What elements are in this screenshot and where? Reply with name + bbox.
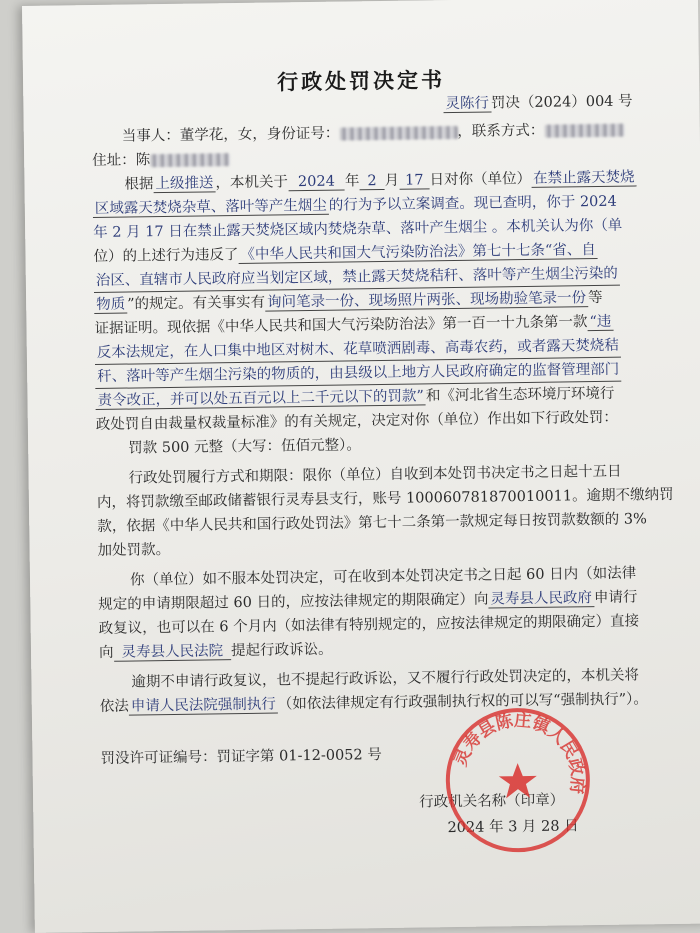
redacted-address bbox=[150, 153, 230, 167]
signing-agency: 行政机关名称（印章） bbox=[419, 792, 565, 811]
doc-number: 灵陈行 罚决（2024）004 号 bbox=[445, 93, 633, 113]
p1-line2: 区域露天焚烧杂草、落叶等产生烟尘 的行为予以立案调查。现已查明，你于 2024 bbox=[94, 193, 617, 218]
redacted-id bbox=[339, 125, 457, 140]
p3-line2: 规定的申请期限超过 60 日的，应按法律规定的期限确定）向 灵寿县人民政府 申请行 bbox=[98, 589, 638, 613]
signing-date: 2024 年 3 月 28 日 bbox=[447, 818, 579, 837]
p2-line2: 内，将罚款缴至邮政储蓄银行灵寿县支行，账号 100060781870010011。逾期不缴纳罚 bbox=[96, 486, 674, 512]
p1-line8: 反本法规定，在人口集中地区对树木、花草喷洒剧毒、高毒农药，或者露天焚烧秸 bbox=[95, 336, 621, 365]
p4-line2: 依法 申请人民法院强制执行 （如依法律规定有行政强制执行权的可以写“强制执行”）。 bbox=[99, 691, 648, 715]
p1-line1: 根据 上级推送 ，本机关于 2024 年 2 月 17 日对你（单位） 在禁止露天焚烧 bbox=[124, 167, 636, 195]
party-line: 当事人：董学花，女，身份证号： ，联系方式： bbox=[122, 120, 625, 148]
p1-line4: 位）的上述行为违反了 《中华人民共和国大气污染防治法》第七十七条“省、自 bbox=[93, 240, 598, 268]
official-seal bbox=[442, 704, 594, 856]
p2-line3: 款，依据《中华人民共和国行政处罚法》第七十二条第一款规定每日按罚款数额的 3% bbox=[97, 511, 647, 535]
p1-line10: 责令改正，并可以处五百元以上二千元以下的罚款” 和《河北省生态环境厅环境行 bbox=[97, 385, 615, 409]
p1-line3: 年 2 月 17 日在禁止露天焚烧区域内焚烧杂草、落叶产生烟尘 。本机关认为你（单 bbox=[93, 217, 623, 242]
p3-line3: 政复议，也可以在 6 个月内（如法律有特别规定的，应按法律规定的期限确定）直接 bbox=[98, 613, 640, 637]
p3-line4: 向 灵寿县人民法院 提起行政诉讼。 bbox=[98, 641, 333, 661]
document-title: 行政处罚决定书 bbox=[276, 67, 446, 95]
p1-line7: 证据证明。现依据《中华人民共和国大气污染防治法》第一百一十九条第一款 “违 bbox=[94, 312, 613, 340]
seal-star-icon bbox=[499, 763, 537, 799]
license-number: 罚没许可证编号：罚证字第 01-12-0052 号 bbox=[100, 747, 382, 767]
address-line: 住址：陈 bbox=[92, 149, 230, 172]
redacted-phone bbox=[544, 123, 624, 137]
p2-line1: 行政处罚履行方式和期限：限你（单位）自收到本处罚书决定书之日起十五日 bbox=[128, 463, 622, 487]
p1-line11: 政处罚自由裁量权裁量标准》的有关规定，决定对你（单位）作出如下行政处罚： bbox=[95, 409, 618, 434]
p1-line12: 罚款 500 元整（大写：伍佰元整）。 bbox=[128, 437, 361, 457]
p3-line1: 你（单位）如不服本处罚决定，可在收到本处罚决定书之日起 60 日内（如法律 bbox=[129, 565, 637, 589]
p4-line1: 逾期不申请行政复议，也不提起行政诉讼，又不履行行政处罚决定的，本机关将 bbox=[131, 667, 640, 691]
p1-line6: 物质 ”的规定。有关事实有 询问笔录一份、现场照片两张、现场勘验笔录一份 等 bbox=[96, 289, 603, 313]
p1-line9: 秆、落叶等产生烟尘污染的物质的，由县级以上地方人民政府确定的监督管理部门 bbox=[95, 360, 621, 389]
document-page bbox=[22, 0, 700, 933]
seal-text: 灵寿县陈庄镇人民政府 bbox=[450, 710, 588, 795]
p2-line4: 加处罚款。 bbox=[97, 541, 171, 559]
p1-line5: 治区、直辖市人民政府应当划定区域，禁止露天焚烧秸秆、落叶等产生烟尘污染的 bbox=[94, 264, 620, 293]
